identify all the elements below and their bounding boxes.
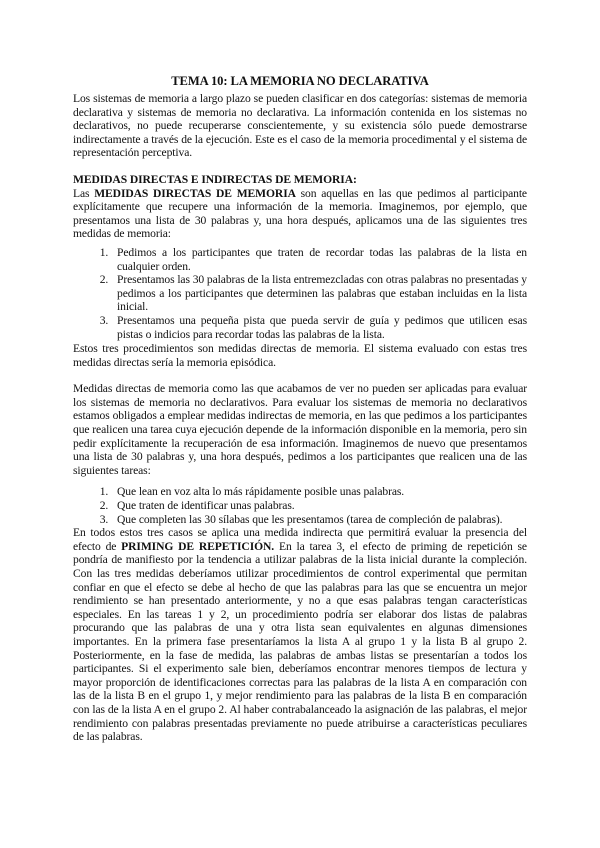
priming-rest-text: En la tarea 3, el efecto de priming de repetición se pondría de manifiesto por la tendencia a utilizar palabras de la lista inicial durante la compleción. Con las tres medidas deberíamos utilizar procedimientos de control experimental que permitan confiar en que el efecto se debe al hecho de que las palabras para las que se encuentra un mejor rendimiento se han presentado anteriormente, y no a que esas palabras tengan características especiales. En las tareas 1 y 2, un procedimiento podría ser elaborar dos listas de palabras procurando que las palabras de una y otra lista sean equivalentes en algunas dimensiones importantes. En la primera fase presentaríamos la lista A al grupo 1 y la lista B al grupo 2. Posteriormente, en la fase de medida, las palabras de ambas listas se presentarían a todos los participantes. Si el experimento sale bien, deberíamos encontrar menores tiempos de lectura y mayor proporción de identificaciones correctas para las palabras de la lista A en comparación con las de la lista B en el grupo 1, y mejor rendimiento para las palabras de la lista B en comparación con las de la lista A en el grupo 2. Al haber contrabalanceado la asignación de las palabras, el mejor rendimiento con palabras presentadas previamente no puede atribuirse a características peculiares de las palabras. [73, 539, 527, 744]
list-item: 1. Pedimos a los participantes que traten de recordar todas las palabras de la lista en cualquier orden. [111, 246, 527, 273]
direct-lead-text: Las [73, 186, 95, 200]
indirect-intro-paragraph: Medidas directas de memoria como las que acabamos de ver no pueden ser aplicadas para evaluar los sistemas de memoria no declarativos. Para evaluar los sistemas de memoria no declarativos estamos obligados a emplear medidas indirectas de memoria, en las que pedimos a los participantes que realicen una tarea cuya ejecución depende de la información disponible en la memoria, pero sin pedir explícitamente la recuperación de esa información. Imaginemos de nuevo que presentamos una lista de 30 palabras y, una hora después, pedimos a los participantes que realicen una de las siguientes tareas: [73, 382, 527, 477]
document-title: TEMA 10: LA MEMORIA NO DECLARATIVA [171, 74, 429, 88]
priming-lead-text: En todos estos tres casos se aplica una medida indirecta que permitirá evaluar la presencia del efecto de [73, 526, 527, 553]
indirect-tasks-list [73, 485, 527, 526]
priming-term: PRIMING DE REPETICIÓN. [121, 539, 275, 553]
direct-rest-text: son aquellas en las que pedimos al participante explícitamente que recupere una información de la memoria. Imaginemos, por ejemplo, que presentamos una lista de 30 palabras y, una hora después, aplicamos una de las siguientes tres medidas de memoria: [73, 186, 527, 241]
section-heading: MEDIDAS DIRECTAS E INDIRECTAS DE MEMORIA: [73, 172, 357, 186]
list-item: 3. Presentamos una pequeña pista que pueda servir de guía y pedimos que utilicen esas pistas o indicios para recordar todas las palabras de la lista. [111, 314, 527, 341]
list-item: 2. Presentamos las 30 palabras de la lista entremezcladas con otras palabras no presentadas y pedimos a los participantes que determinen las palabras que estaban incluidas en la lista inicial. [111, 273, 527, 314]
spacer [73, 369, 527, 382]
document-page [73, 74, 527, 744]
direct-measures-paragraph [73, 187, 527, 241]
direct-closing-paragraph: Estos tres procedimientos son medidas directas de memoria. El sistema evaluado con estas tres medidas directas sería la memoria episódica. [73, 342, 527, 369]
intro-paragraph: Los sistemas de memoria a largo plazo se pueden clasificar en dos categorías: sistemas de memoria declarativa y sistemas de memoria no declarativa. La información contenida en los sistemas no declarativos, no puede recuperarse conscientemente, y su existencia sólo puede demostrarse indirectamente a través de la ejecución. Este es el caso de la memoria procedimental y el sistema de representación perceptiva. [73, 92, 527, 160]
list-item: 2. Que traten de identificar unas palabras. [111, 499, 527, 513]
direct-measures-list [73, 246, 527, 341]
list-item: 1. Que lean en voz alta lo más rápidamente posible unas palabras. [111, 485, 527, 499]
direct-measures-term: MEDIDAS DIRECTAS DE MEMORIA [94, 186, 296, 200]
priming-paragraph [73, 526, 527, 744]
list-item: 3. Que completen las 30 sílabas que les presentamos (tarea de compleción de palabras). [111, 513, 527, 527]
spacer [73, 160, 527, 173]
